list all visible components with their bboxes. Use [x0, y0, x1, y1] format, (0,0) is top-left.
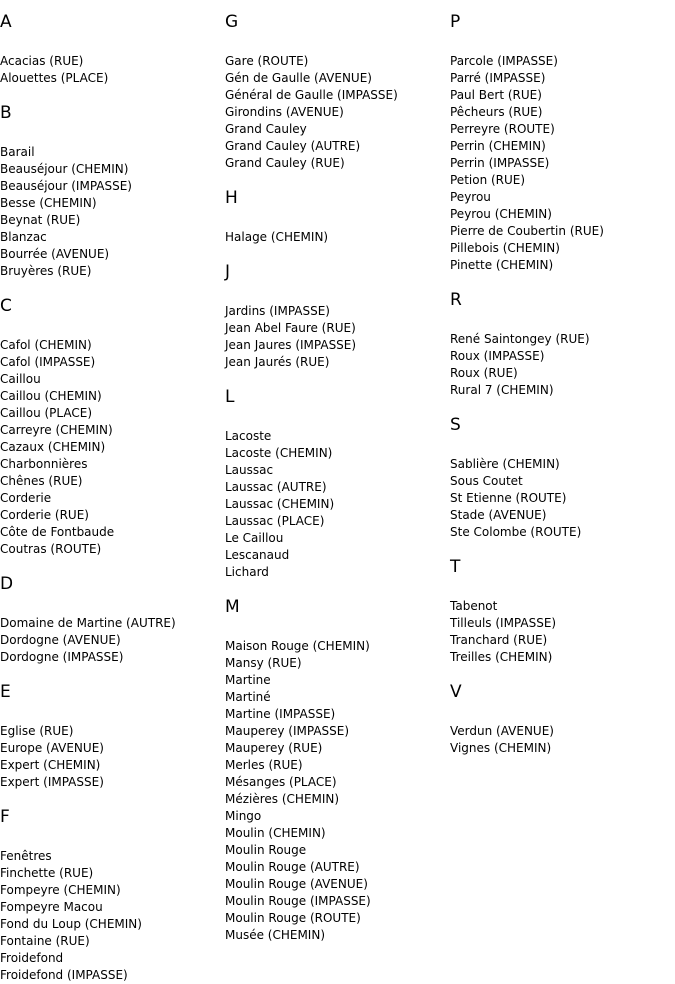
street-list [450, 723, 554, 757]
street-name: Halage (CHEMIN) [225, 230, 329, 244]
street-name: Lacoste (CHEMIN) [225, 446, 333, 460]
street-name: Fond du Loup (CHEMIN) [0, 917, 142, 931]
street-list [0, 848, 142, 984]
section-letter-heading: J [225, 262, 231, 282]
street-name: Jean Jaurés (RUE) [225, 355, 330, 369]
street-list [225, 53, 398, 172]
street-name: Grand Cauley [225, 122, 307, 136]
street-name: Petion (RUE) [450, 173, 526, 187]
street-name: Treilles (CHEMIN) [450, 650, 553, 664]
section-letter-heading: B [0, 103, 12, 123]
section-letter-heading: F [0, 807, 10, 827]
street-list [225, 428, 334, 581]
street-name: Moulin (CHEMIN) [225, 826, 326, 840]
street-name: Perrin (IMPASSE) [450, 156, 550, 170]
street-name: Maison Rouge (CHEMIN) [225, 639, 370, 653]
street-name: Fontaine (RUE) [0, 934, 90, 948]
street-name: Moulin Rouge (ROUTE) [225, 911, 361, 925]
street-name: Ste Colombe (ROUTE) [450, 525, 582, 539]
street-name: Jean Jaures (IMPASSE) [225, 338, 357, 352]
street-name: René Saintongey (RUE) [450, 332, 590, 346]
street-name: Beynat (RUE) [0, 213, 81, 227]
street-list [225, 303, 356, 371]
street-name: Alouettes (PLACE) [0, 71, 109, 85]
section-letter-heading: E [0, 682, 11, 702]
street-list [0, 337, 114, 558]
street-name: Laussac (PLACE) [225, 514, 325, 528]
street-name: Mansy (RUE) [225, 656, 302, 670]
street-name: Moulin Rouge (AUTRE) [225, 860, 360, 874]
street-name: Corderie (RUE) [0, 508, 89, 522]
street-name: Caillou [0, 372, 41, 386]
street-name: Expert (IMPASSE) [0, 775, 104, 789]
street-name: Froidefond [0, 951, 64, 965]
street-name: Fompeyre (CHEMIN) [0, 883, 121, 897]
street-list [450, 331, 590, 399]
street-name: Barail [0, 145, 35, 159]
street-name: Lescanaud [225, 548, 290, 562]
section-letter-heading: S [450, 415, 461, 435]
section-letter-heading: D [0, 574, 14, 594]
street-name: Vignes (CHEMIN) [450, 741, 552, 755]
street-name: Expert (CHEMIN) [0, 758, 101, 772]
section-letter-heading: P [450, 12, 461, 32]
street-name: Mauperey (RUE) [225, 741, 323, 755]
street-name: Mézières (CHEMIN) [225, 792, 340, 806]
section-letter-heading: T [450, 557, 461, 577]
section-letter-heading: G [225, 12, 239, 32]
street-name: Blanzac [0, 230, 47, 244]
section-letter-heading: A [0, 12, 12, 32]
street-name: Laussac (AUTRE) [225, 480, 327, 494]
street-name: Fompeyre Macou [0, 900, 103, 914]
street-name: Lacoste [225, 429, 272, 443]
street-name: Beauséjour (CHEMIN) [0, 162, 129, 176]
street-name: Besse (CHEMIN) [0, 196, 97, 210]
street-name: Mauperey (IMPASSE) [225, 724, 350, 738]
street-name: Dordogne (AVENUE) [0, 633, 121, 647]
street-name: Coutras (ROUTE) [0, 542, 102, 556]
street-name: Pillebois (CHEMIN) [450, 241, 560, 255]
street-name: Bourrée (AVENUE) [0, 247, 110, 261]
street-name: Moulin Rouge [225, 843, 307, 857]
street-name: Moulin Rouge (IMPASSE) [225, 894, 371, 908]
street-name: Carreyre (CHEMIN) [0, 423, 113, 437]
street-name: Merles (RUE) [225, 758, 303, 772]
street-name: Pinette (CHEMIN) [450, 258, 554, 272]
street-name: Cafol (IMPASSE) [0, 355, 96, 369]
street-name: Tabenot [450, 599, 498, 613]
street-name: Charbonnières [0, 457, 88, 471]
street-name: Musée (CHEMIN) [225, 928, 326, 942]
street-name: Grand Cauley (RUE) [225, 156, 345, 170]
street-name: Dordogne (IMPASSE) [0, 650, 124, 664]
street-name: Eglise (RUE) [0, 724, 74, 738]
street-name: Pierre de Coubertin (RUE) [450, 224, 604, 238]
street-name: Cafol (CHEMIN) [0, 338, 92, 352]
section-letter-heading: L [225, 387, 235, 407]
street-name: Parré (IMPASSE) [450, 71, 546, 85]
street-name: Domaine de Martine (AUTRE) [0, 616, 176, 630]
street-list [450, 598, 556, 666]
street-name: Peyrou (CHEMIN) [450, 207, 552, 221]
street-name: Girondins (AVENUE) [225, 105, 344, 119]
street-name: Froidefond (IMPASSE) [0, 968, 128, 982]
street-name: Caillou (CHEMIN) [0, 389, 102, 403]
street-name: Martiné [225, 690, 271, 704]
street-list [0, 144, 132, 280]
street-name: Mésanges (PLACE) [225, 775, 337, 789]
street-name: Perrin (CHEMIN) [450, 139, 546, 153]
street-name: Verdun (AVENUE) [450, 724, 554, 738]
street-name: Lichard [225, 565, 269, 579]
street-name: Jean Abel Faure (RUE) [225, 321, 356, 335]
street-name: Chênes (RUE) [0, 474, 83, 488]
street-name: Moulin Rouge (AVENUE) [225, 877, 368, 891]
street-name: Côte de Fontbaude [0, 525, 115, 539]
street-name: Roux (IMPASSE) [450, 349, 545, 363]
street-name: Général de Gaulle (IMPASSE) [225, 88, 398, 102]
street-list [0, 723, 104, 791]
street-name: Fenêtres [0, 849, 52, 863]
street-name: Beauséjour (IMPASSE) [0, 179, 132, 193]
street-name: Rural 7 (CHEMIN) [450, 383, 554, 397]
street-name: Roux (RUE) [450, 366, 518, 380]
street-name: Corderie [0, 491, 52, 505]
street-name: Jardins (IMPASSE) [225, 304, 330, 318]
street-name: Pêcheurs (RUE) [450, 105, 543, 119]
section-letter-heading: R [450, 290, 462, 310]
street-name: Gare (ROUTE) [225, 54, 309, 68]
street-name: Laussac [225, 463, 274, 477]
street-list [0, 615, 176, 666]
street-name: Martine [225, 673, 271, 687]
street-list [450, 53, 604, 274]
street-name: Le Caillou [225, 531, 284, 545]
street-list [0, 53, 108, 87]
street-name: Bruyères (RUE) [0, 264, 92, 278]
street-name: Parcole (IMPASSE) [450, 54, 558, 68]
street-list [225, 229, 328, 246]
street-name: Perreyre (ROUTE) [450, 122, 555, 136]
street-name: Sous Coutet [450, 474, 523, 488]
street-name: Peyrou [450, 190, 491, 204]
street-name: Cazaux (CHEMIN) [0, 440, 106, 454]
street-name: Grand Cauley (AUTRE) [225, 139, 361, 153]
street-name: Tranchard (RUE) [450, 633, 548, 647]
street-list [225, 638, 371, 944]
street-name: Sablière (CHEMIN) [450, 457, 560, 471]
street-name: Paul Bert (RUE) [450, 88, 542, 102]
street-name: Martine (IMPASSE) [225, 707, 336, 721]
street-name: Finchette (RUE) [0, 866, 94, 880]
street-list [450, 456, 581, 541]
street-name: Stade (AVENUE) [450, 508, 547, 522]
street-name: Caillou (PLACE) [0, 406, 93, 420]
street-name: Gén de Gaulle (AVENUE) [225, 71, 372, 85]
street-name: Tilleuls (IMPASSE) [450, 616, 557, 630]
street-name: Mingo [225, 809, 262, 823]
street-name: Acacias (RUE) [0, 54, 84, 68]
section-letter-heading: M [225, 597, 240, 617]
section-letter-heading: C [0, 296, 12, 316]
section-letter-heading: H [225, 188, 238, 208]
street-name: Europe (AVENUE) [0, 741, 104, 755]
section-letter-heading: V [450, 682, 462, 702]
street-name: Laussac (CHEMIN) [225, 497, 335, 511]
street-name: St Etienne (ROUTE) [450, 491, 567, 505]
